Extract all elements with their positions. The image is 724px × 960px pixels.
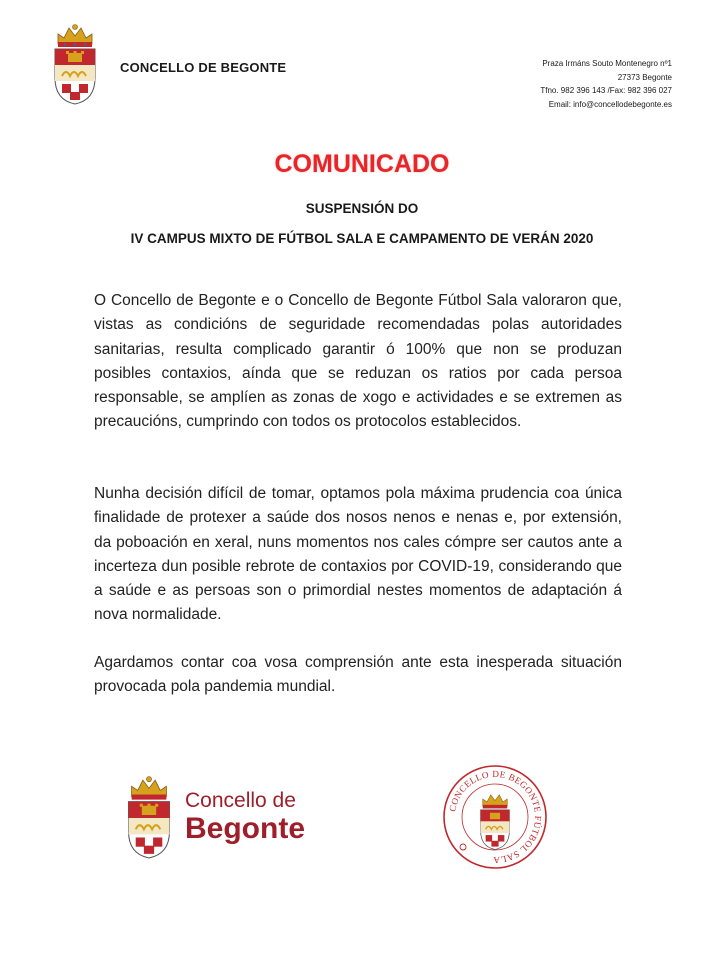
phone-fax: Tfno. 982 396 143 /Fax: 982 396 027: [540, 86, 672, 96]
footer-coat-of-arms-icon: [123, 772, 175, 860]
seal-text: CONCELLO DE BEGONTE FÚTBOL SALA: [447, 768, 544, 866]
seal-crest: [481, 795, 510, 850]
body-paragraph-1: O Concello de Begonte e o Concello de Begonte Fútbol Sala valoraron que, vistas as condicións de seguridade recomendadas polas autoridades sanitarias, resulta complicado garantir ó 100% que non se produzan posibles contaxios, aínda que se reduzan os ratios por cada persoa responsable, se amplíen as zonas de xogo e actividades e se extremen as precaucións, cumprindo con todos os protocolos establecidos.: [94, 292, 622, 431]
crest-crown: [58, 25, 92, 48]
address: Praza Irmáns Souto Montenegro nº1: [542, 59, 672, 68]
football-icon: [460, 844, 466, 850]
brand-line-2: Begonte: [185, 812, 305, 845]
football-club-seal-icon: [441, 763, 549, 871]
body-paragraph-2: Nunha decisión difícil de tomar, optamos pola máxima prudencia coa única finalidade de protexer a saúde dos nosos nenos e nenas e, por extensión, da poboación en xeral, nuns momentos nos cales cómpre ser cautos ante a incerteza dun posible rebrote de contaxios por COVID-19, considerando que a saúde e as persoas son o primordial nestes momentos de adaptación á nova normalidade.: [94, 485, 622, 624]
brand-line-1: Concello de: [185, 789, 296, 812]
notice-subtitle-line2: IV CAMPUS MIXTO DE FÚTBOL SALA E CAMPAMENTO DE VERÁN 2020: [130, 231, 594, 246]
email: Email: info@concellodebegonte.es: [548, 99, 672, 109]
header-coat-of-arms-icon: [50, 20, 100, 106]
footer-brand-wordmark: [185, 789, 305, 845]
organization-name: CONCELLO DE BEGONTE: [120, 60, 287, 75]
postcode: 27373 Begonte: [617, 72, 672, 82]
contact-info: [540, 57, 672, 111]
body-paragraph-3: Agardamos contar coa vosa comprensión ante esta inesperada situación provocada pola pandemia mundial.: [94, 654, 622, 696]
notice-subtitle-line1: SUSPENSIÓN DO: [305, 201, 419, 216]
notice-heading: COMUNICADO: [274, 150, 450, 178]
